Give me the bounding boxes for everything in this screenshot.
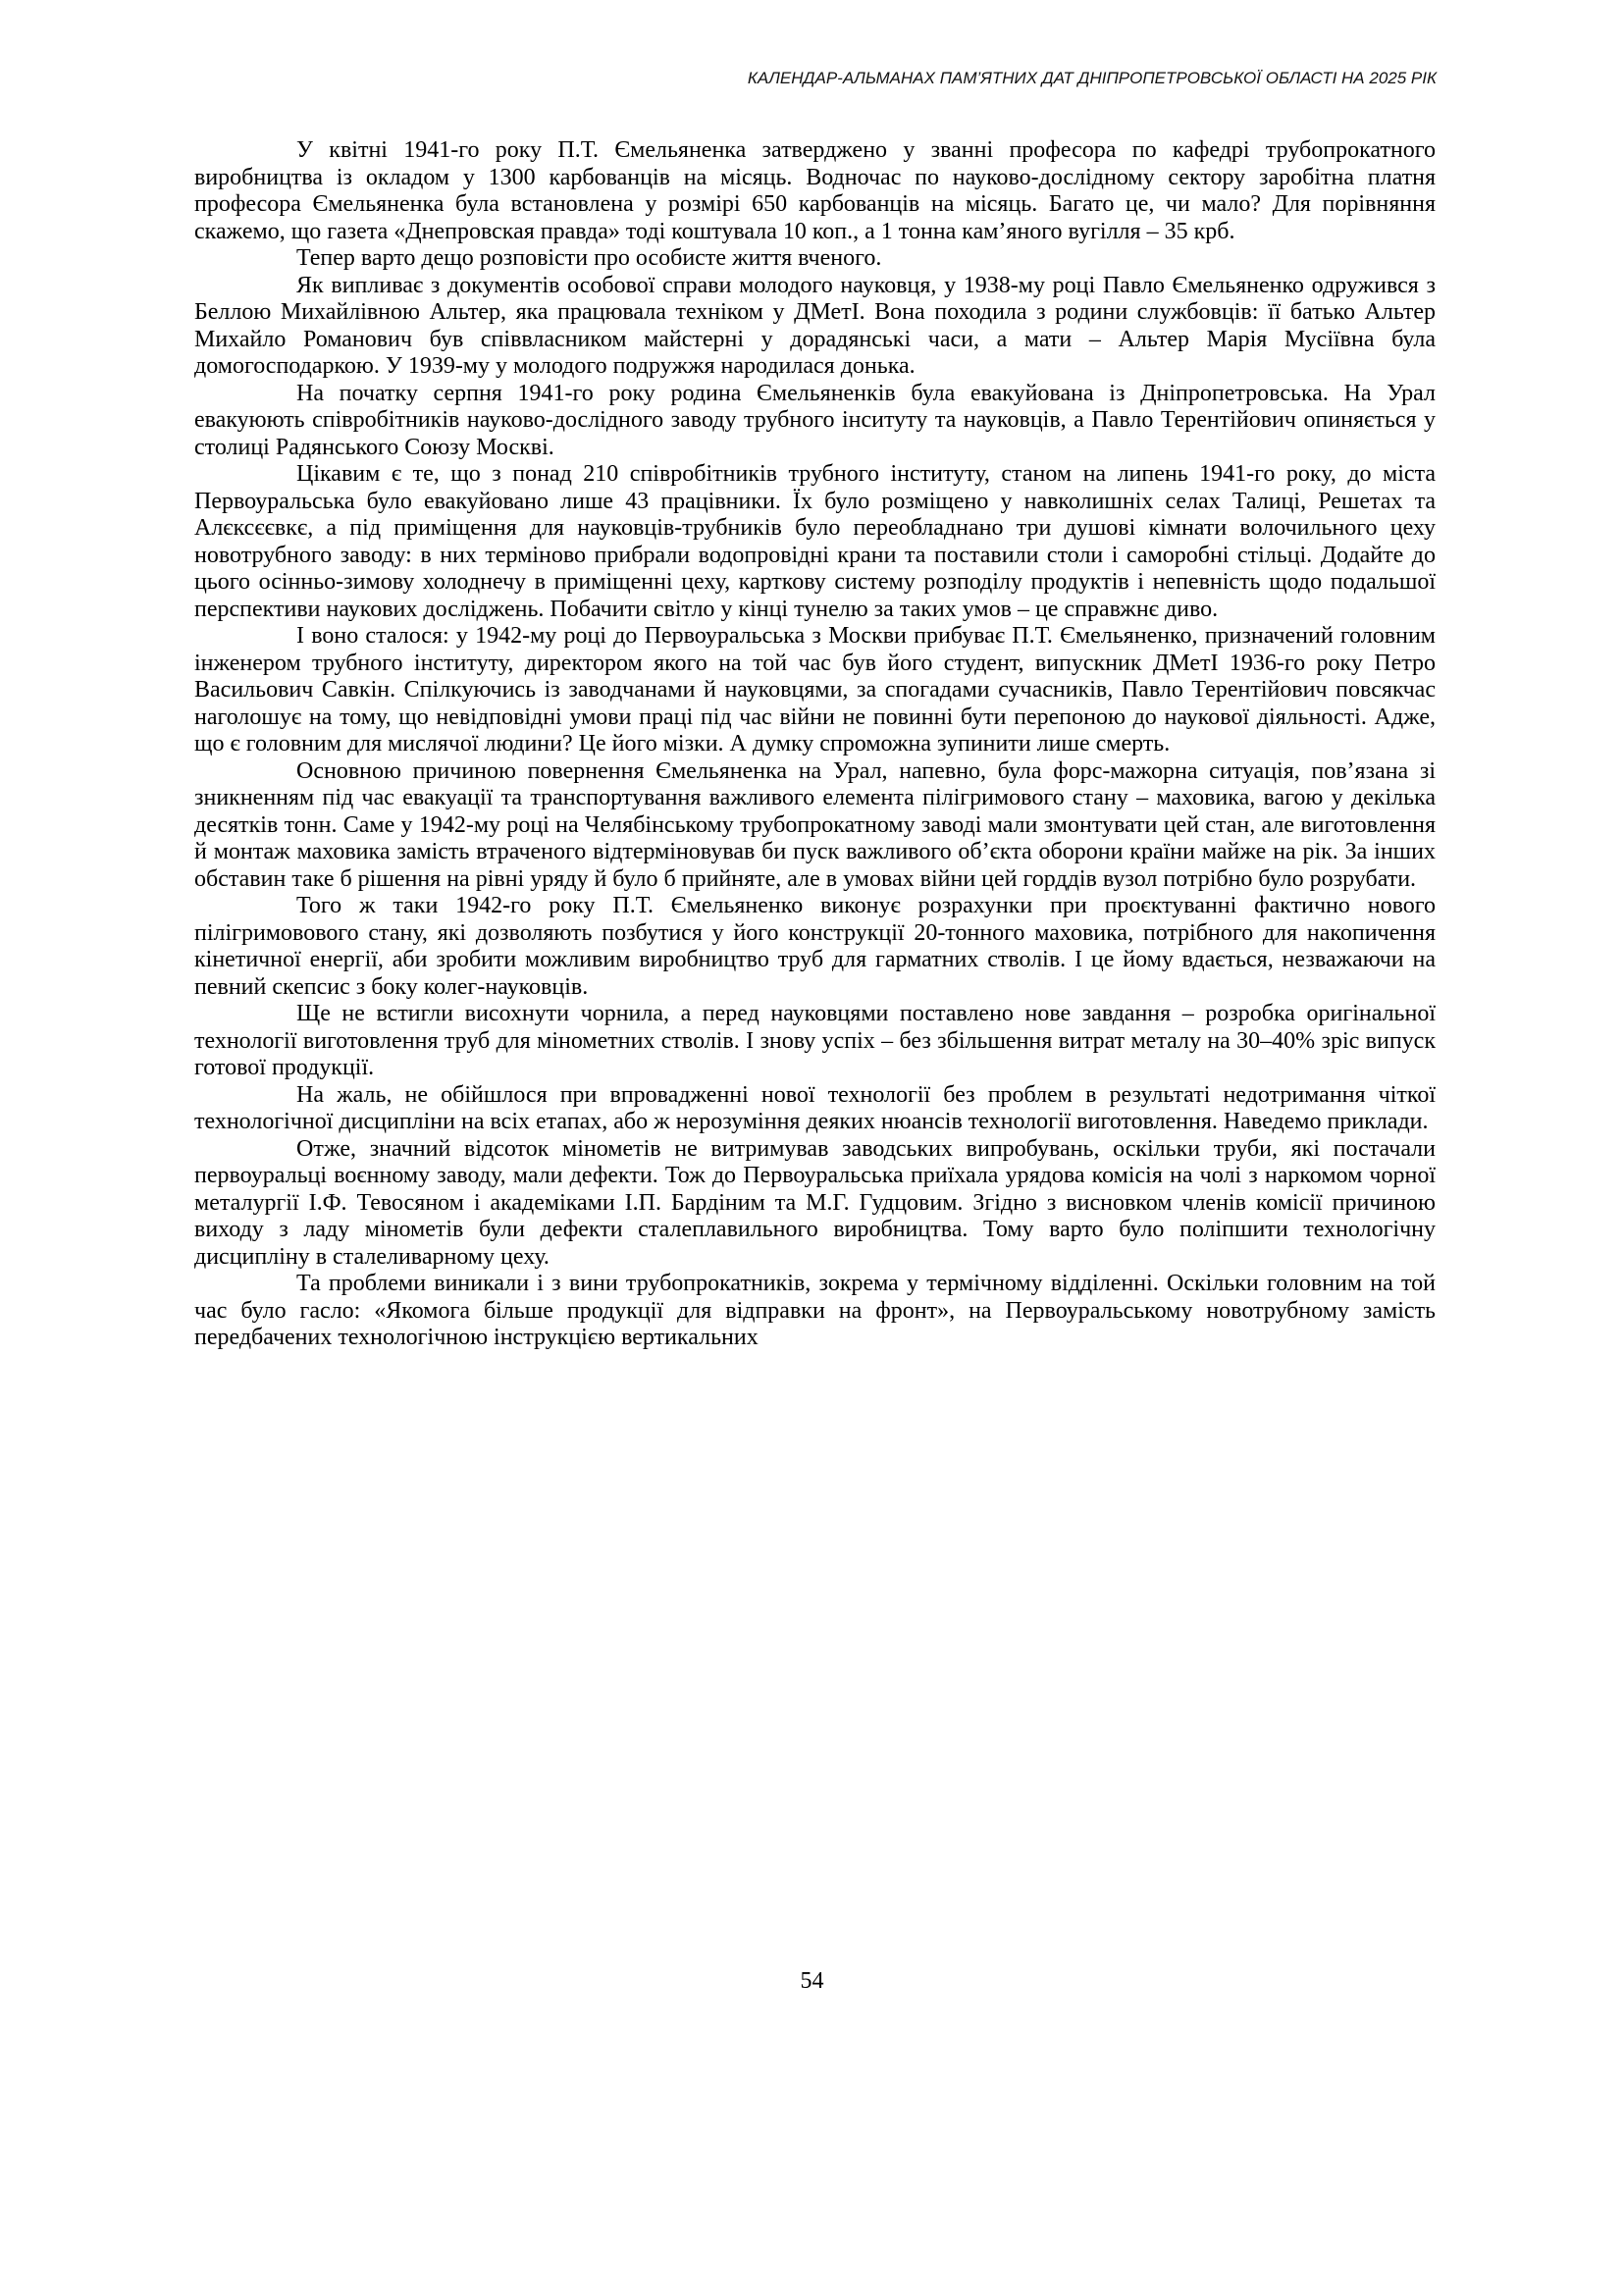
paragraph: Отже, значний відсоток мінометів не витримував заводських випробувань, оскільки труби, які постачали первоуральці воєнному заводу, мали дефекти. Тож до Первоуральська приїхала урядова комісія на чолі з наркомом чорної металургії І.Ф. Тевосяном і академіками І.П. Бардіним та М.Г. Гудцовим. Згідно з висновком членів комісії причиною виходу з ладу мінометів були дефекти сталеплавильного виробництва. Тому варто було поліпшити технологічну дисципліну в сталеливарному цеху. [194, 1135, 1436, 1270]
paragraph: Та проблеми виникали і з вини трубопрокатників, зокрема у термічному відділенні. Оскільки головним на той час було гасло: «Якомога більше продукції для відправки на фронт», на Первоуральському новотрубному замість передбачених технологічною інструкцією вертикальних [194, 1271, 1436, 1350]
paragraph: На початку серпня 1941-го року родина Ємельяненків була евакуйована із Дніпропетровська. На Урал евакуюють співробітників науково-дослідного заводу трубного інситуту та науковців, а Павло Терентійович опиняється у столиці Радянського Союзу Москві. [194, 380, 1436, 460]
body-text [194, 137, 1436, 1352]
paragraph: Тепер варто дещо розповісти про особисте життя вченого. [296, 245, 882, 271]
paragraph: І воно сталося: у 1942-му році до Первоуральська з Москви прибуває П.Т. Ємельяненко, призначений головним інженером трубного інституту, директором якого на той час був його студент, випускник ДМетІ 1936-го року Петро Васильович Савкін. Спілкуючись із заводчанами й науковцями, за спогадами сучасників, Павло Терентійович повсякчас наголошує на тому, що невідповідні умови праці під час війни не повинні бути перепоною до наукової діяльності. Адже, що є головним для мислячої людини? Це його мізки. А думку спроможна зупинити лише смерть. [194, 623, 1436, 756]
page-number: 54 [800, 1968, 824, 1994]
paragraph: У квітні 1941-го року П.Т. Ємельяненка затверджено у званні професора по кафедрі трубопрокатного виробництва із окладом у 1300 карбованців на місяць. Водночас по науково-дослідному сектору заробітна платня професора Ємельяненка була встановлена у розмірі 650 карбованців на місяць. Багато це, чи мало? Для порівняння скажемо, що газета «Днепровская правда» тоді коштувала 10 коп., а 1 тонна кам’яного вугілля – 35 крб. [194, 137, 1436, 244]
paragraph: Того ж таки 1942-го року П.Т. Ємельяненко виконує розрахунки при проєктуванні фактично нового пілігримовового стану, які дозволяють позбутися у його конструкції 20-тонного маховика, потрібного для накопичення кінетичної енергії, аби зробити можливим виробництво труб для гарматних стволів. І це йому вдається, незважаючи на певний скепсис з боку колег-науковців. [194, 893, 1436, 1000]
paragraph: Цікавим є те, що з понад 210 співробітників трубного інституту, станом на липень 1941-го року, до міста Первоуральська було евакуйовано лише 43 працівники. Їх було розміщено у навколишніх селах Талиці, Решетах та Алєксєєвкє, а під приміщення для науковців-трубників було переобладнано три душові кімнати волочильного цеху новотрубного заводу: в них терміново прибрали водопровідні крани та поставили столи і саморобні стільці. Додайте до цього осінньо-зимову холоднечу в приміщенні цеху, карткову систему розподілу продуктів і непевність щодо подальшої перспективи наукових досліджень. Побачити світло у кінці тунелю за таких умов – це справжнє диво. [194, 461, 1436, 622]
running-header: КАЛЕНДАР-АЛЬМАНАХ ПАМ’ЯТНИХ ДАТ ДНІПРОПЕТРОВСЬКОЇ ОБЛАСТІ НА 2025 РІК [747, 69, 1437, 87]
paragraph: Основною причиною повернення Ємельяненка на Урал, напевно, була форс-мажорна ситуація, пов’язана зі зникненням під час евакуації та транспортування важливого елемента пілігримового стану – маховика, вагою у декілька десятків тонн. Саме у 1942-му році на Челябінському трубопрокатному заводі мали змонтувати цей стан, але виготовлення й монтаж маховика замість втраченого відтерміновував би пуск важливого об’єкта оборони країни майже на рік. За інших обставин таке б рішення на рівні уряду й було б прийняте, але в умовах війни цей горддів вузол потрібно було розрубати. [194, 757, 1436, 892]
paragraph: Ще не встигли висохнути чорнила, а перед науковцями поставлено нове завдання – розробка оригінальної технології виготовлення труб для мінометних стволів. І знову успіх – без збільшення витрат металу на 30–40% зріс випуск готової продукції. [194, 1001, 1436, 1080]
paragraph: Як випливає з документів особової справи молодого науковця, у 1938-му році Павло Ємельяненко одружився з Беллою Михайлівною Альтер, яка працювала техніком у ДМетІ. Вона походила з родини службовців: її батько Альтер Михайло Романович був співвласником майстерні у дорадянські часи, а мати – Альтер Марія Мусіївна була домогосподаркою. У 1939-му у молодого подружжя народилася донька. [194, 272, 1436, 379]
paragraph: На жаль, не обійшлося при впровадженні нової технології без проблем в результаті недотримання чіткої технологічної дисципліни на всіх етапах, або ж нерозуміння деяких нюансів технології виготовлення. Наведемо приклади. [194, 1081, 1436, 1134]
